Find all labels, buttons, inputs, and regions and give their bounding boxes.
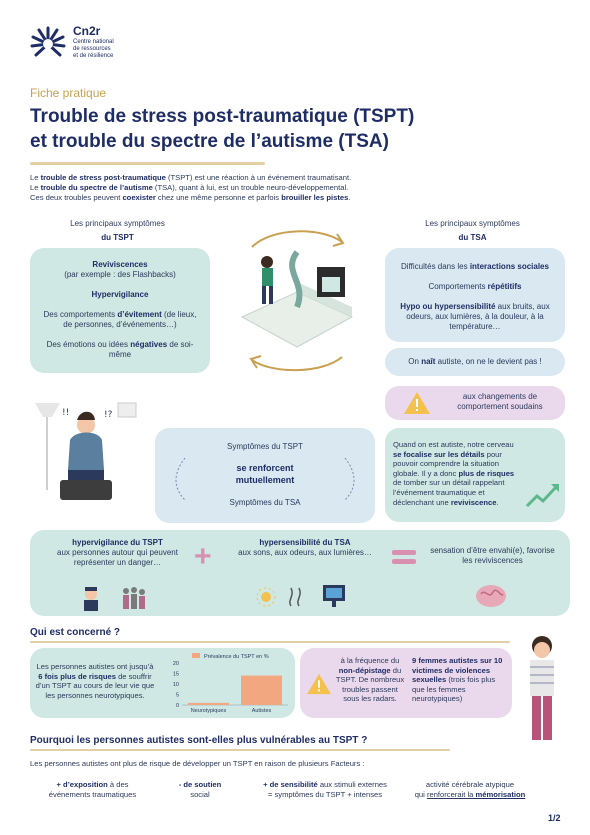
chart-x-tick-label: Autistes bbox=[251, 708, 272, 714]
page-number: 1/2 bbox=[548, 813, 561, 823]
why-intro: Les personnes autistes ont plus de risque de développer un TSPT en raison de plusieurs Facteurs : bbox=[30, 759, 365, 768]
page-title-line1: Trouble de stress post-traumatique (TSPT) bbox=[30, 106, 415, 127]
chart-y-tick-label: 20 bbox=[172, 661, 179, 667]
who-screening-box: à la fréquence du non-dépistage du TSPT. De nombreux troubles passent sous les radars. 9 femmes autistes sur 10 victimes de violences sexuelles (trois fois plus que les femmes neurotypiques) bbox=[300, 648, 512, 718]
factor-exposure: + d’exposition à des événements traumatiques bbox=[48, 780, 137, 799]
chart-title: Prévalence du TSPT en % bbox=[204, 654, 269, 660]
why-heading: Pourquoi les personnes autistes sont-elles plus vulnérables au TSPT ? bbox=[30, 735, 368, 746]
pilot-icon bbox=[78, 585, 104, 611]
prevalence-chart bbox=[162, 651, 292, 715]
who-underline bbox=[30, 641, 510, 643]
equation-result: sensation d’être envahi(e), favorise les reviviscences bbox=[430, 546, 555, 565]
svg-text:!!: !! bbox=[62, 408, 70, 418]
tspt-symptoms-box: Reviviscences (par exemple : des Flashbacks) Hypervigilance Des comportements d’évitement (de lieux, de personnes, d’événements…) Des émotions ou idées négatives de soi-même bbox=[30, 248, 210, 373]
reinforce-box: Symptômes du TSPT se renforcent mutuellement Symptômes du TSA bbox=[155, 428, 375, 523]
logo-subtitle-1: Centre national bbox=[73, 39, 114, 45]
factor-brain-activity: activité cérébrale atypique qui renforcerait la mémorisation bbox=[414, 780, 526, 799]
focus-details-box: Quand on est autiste, notre cerveau se focalise sur les détails pour pouvoir comprendre la situation globale. Il y a donc plus de risques de tomber sur un détail rappelant l’événement traumatique et déclenchant une reviviscence. bbox=[385, 428, 565, 522]
chart-bar bbox=[241, 676, 282, 705]
tsa-heading: Les principaux symptômes du TSA bbox=[425, 219, 520, 242]
who-risk-text: Les personnes autistes ont jusqu’à 6 fois plus de risques de souffrir d’un TSPT au cours de leur vie que les personnes neurotypiques. bbox=[35, 662, 155, 700]
chart-y-tick-label: 0 bbox=[175, 703, 179, 709]
scent-icon bbox=[285, 584, 305, 608]
brain-icon bbox=[473, 582, 509, 610]
warning-icon bbox=[306, 673, 332, 695]
distressed-person-illustration bbox=[30, 395, 145, 505]
page-title-line2: et trouble du spectre de l’autisme (TSA) bbox=[30, 131, 389, 152]
logo-sunburst-icon bbox=[30, 24, 66, 60]
title-underline bbox=[30, 162, 265, 165]
sun-icon bbox=[255, 586, 277, 608]
intro-text: Le trouble de stress post-traumatique (TSPT) est une réaction à un événement traumatisant. Le trouble du spectre de l’autisme (TSA), quant à lui, est un trouble neuro-développemental. Ces deux troubles peuvent coexister chez une même personne et parfois brouiller les pistes. bbox=[30, 173, 352, 202]
logo-subtitle-2: de ressources bbox=[73, 46, 111, 52]
equals-icon bbox=[392, 550, 416, 564]
equation-band bbox=[30, 530, 570, 616]
who-stats-box bbox=[30, 648, 295, 718]
chart-bar bbox=[188, 703, 229, 705]
factor-sensitivity: + de sensibilité aux stimuli externes = symptômes du TSPT + intenses bbox=[263, 780, 387, 799]
equation-term-hypervigilance: hypervigilance du TSPT aux personnes autour qui peuvent représenter un danger… bbox=[57, 538, 178, 567]
why-underline bbox=[30, 749, 450, 751]
chart-y-tick-label: 10 bbox=[172, 682, 179, 688]
logo bbox=[30, 24, 180, 64]
tsa-symptoms-box: Difficultés dans les interactions sociales Comportements répétitifs Hypo ou hypersensibilité aux bruits, aux odeurs, aux lumières, à la douleur, à la température… bbox=[385, 248, 565, 342]
logo-subtitle-3: et de résilience bbox=[73, 53, 114, 59]
cycle-arrows-icon bbox=[155, 428, 375, 523]
puzzle-illustration bbox=[212, 222, 382, 377]
woman-illustration bbox=[518, 632, 568, 747]
tsa-warning-box: aux changements de comportement soudains bbox=[385, 386, 565, 420]
trend-up-icon bbox=[525, 480, 561, 510]
tspt-heading: Les principaux symptômes du TSPT bbox=[70, 219, 165, 242]
tsa-birth-box: On naît autiste, on ne le devient pas ! bbox=[385, 348, 565, 376]
chart-y-tick-label: 15 bbox=[172, 671, 179, 678]
svg-text:!?: !? bbox=[104, 410, 113, 420]
screen-icon bbox=[320, 582, 350, 610]
factor-support: - de soutien social bbox=[178, 780, 222, 799]
chart-y-tick-label: 5 bbox=[175, 692, 179, 699]
chart-legend-swatch bbox=[192, 653, 200, 658]
who-heading: Qui est concerné ? bbox=[30, 627, 121, 638]
plus-icon: + bbox=[194, 540, 212, 573]
equation-term-hypersensitivity: hypersensibilité du TSA aux sons, aux odeurs, aux lumières… bbox=[238, 538, 372, 557]
chart-x-tick-label: Neurotypiques bbox=[190, 708, 227, 714]
warning-icon bbox=[403, 391, 431, 415]
kicker: Fiche pratique bbox=[30, 86, 107, 100]
logo-name: Cn2r bbox=[73, 24, 101, 38]
crowd-icon bbox=[120, 585, 148, 611]
